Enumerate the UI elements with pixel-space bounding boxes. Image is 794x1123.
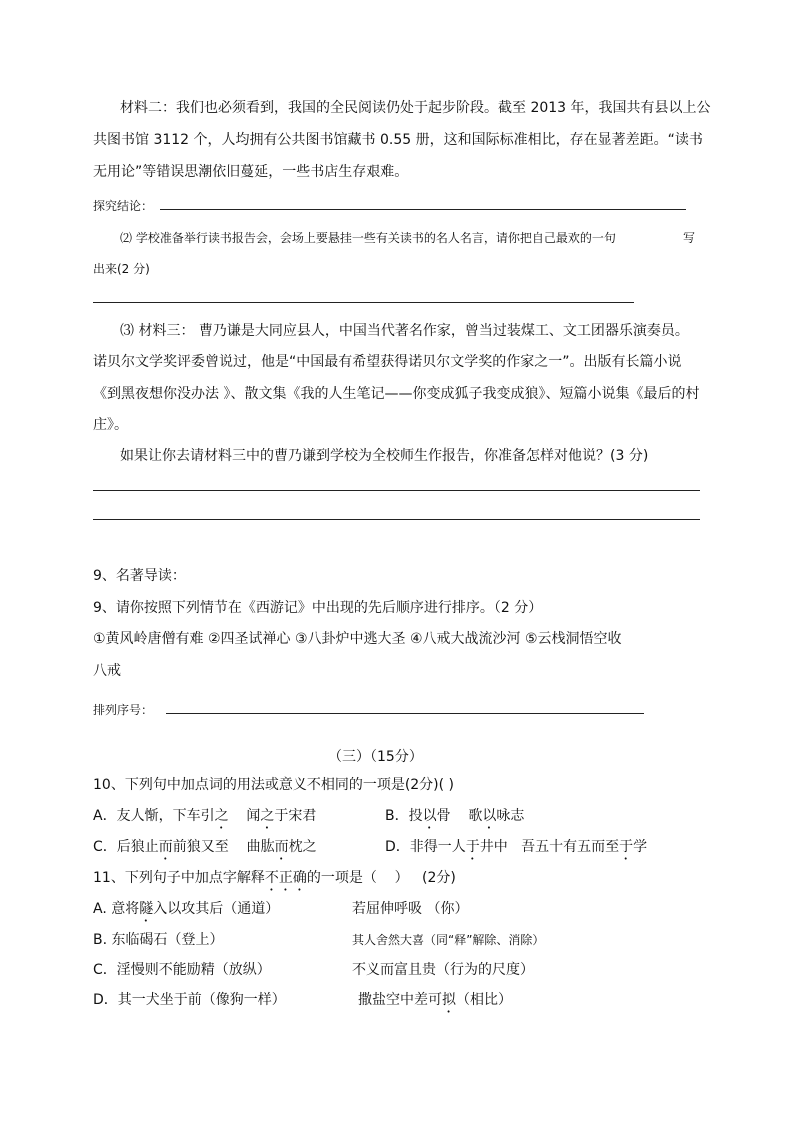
q10-a-label: A．友人惭，下车引	[93, 808, 215, 824]
material2-line-3: 无用论”等错误思潮依旧蔓延，一些书店生存艰难。	[93, 164, 409, 180]
q11-option-c-left: C．淫慢则不能励精（放纵）	[93, 962, 271, 978]
q11-question-dotted: 不正确	[264, 870, 307, 886]
q10-question: 10、下列句中加点词的用法或意义不相同的一项是(2分)( )	[93, 777, 455, 793]
q10-c-label: C．后狼止	[93, 839, 159, 855]
q11-question-post: 的一项是（ ） (2分)	[306, 870, 456, 886]
q10-d-dotted-2: 于	[619, 839, 634, 855]
q10-option-a	[93, 807, 316, 832]
q10-d-tail: 学	[633, 839, 648, 855]
q2-answer-line[interactable]	[93, 302, 634, 303]
q10-option-b	[385, 807, 524, 832]
q9-options-line-1: ①黄风岭唐僧有难 ②四圣试禅心 ③八卦炉中逃大圣 ④八戒大战流沙河 ⑤云栈洞悟空收	[93, 631, 622, 647]
q10-b-mid: 骨 歌	[436, 808, 483, 824]
material2-line-2: 共图书馆 3112 个，人均拥有公共图书馆藏书 0.55 册，这和国际标准相比，存在显著差距。“读书	[93, 132, 703, 148]
q2-line-2: 出来(2 分)	[93, 262, 150, 276]
q11-option-d-left: D．其一犬坐于前（像狗一样）	[93, 992, 286, 1008]
q10-b-tail: 咏志	[496, 808, 525, 824]
q10-c-mid: 前狼又至 曲肱	[172, 839, 275, 855]
material2-line-1: 材料二：我们也必须看到，我国的全民阅读仍处于起步阶段。截至 2013 年，我国共有县以上公	[120, 100, 711, 116]
q3-line-1: ⑶ 材料三： 曹乃谦是大同应县人，中国当代著名作家，曾当过装煤工、文工团器乐演奏员。	[120, 323, 689, 339]
q10-a-mid: 闻	[228, 808, 261, 824]
order-label: 排列序号：	[93, 703, 154, 717]
q11-option-a-left	[93, 900, 279, 925]
q2-line-1: ⑵ 学校准备举行读书报告会，会场上要悬挂一些有关读书的名人名言，请你把自己最欢的一句	[120, 231, 616, 245]
q10-option-d	[385, 838, 647, 863]
q9-heading: 9、名著导读：	[93, 568, 186, 584]
section-3-title: （三）（15分）	[328, 749, 423, 765]
q11-option-b-left: B. 东临碣石（登上）	[93, 932, 224, 948]
q11-d-right-dotted: 拟	[442, 992, 456, 1008]
q11-option-a-right: 若屈伸呼吸 （你）	[352, 901, 469, 917]
q10-a-dotted-1: 之	[214, 808, 229, 824]
q3-answer-line-2[interactable]	[93, 519, 700, 520]
q10-d-dotted-1: 于	[465, 839, 480, 855]
q3-prompt: 如果让你去请材料三中的曹乃谦到学校为全校师生作报告，你准备怎样对他说？(3 分)	[120, 448, 649, 464]
q10-c-tail: 枕之	[288, 839, 317, 855]
q10-a-tail: 于宋君	[274, 808, 317, 824]
conclusion-label: 探究结论：	[93, 199, 154, 213]
q11-d-right-tail: （相比）	[456, 992, 512, 1008]
conclusion-answer-line[interactable]	[160, 209, 686, 210]
q11-d-right-pre: 撒盐空中差可	[358, 992, 442, 1008]
q11-option-b-right: 其人舍然大喜（同“释”解除、消除）	[352, 933, 545, 947]
order-answer-line[interactable]	[166, 713, 644, 714]
q9-options-line-2: 八戒	[93, 663, 121, 679]
q10-d-mid: 井中 吾五十有五而至	[479, 839, 620, 855]
q3-answer-line-1[interactable]	[93, 490, 700, 491]
q11-a-left-label: A. 意将	[93, 901, 140, 917]
q10-option-c	[93, 838, 317, 863]
q10-b-dotted-2: 以	[482, 808, 497, 824]
q9-question: 9、请你按照下列情节在《西游记》中出现的先后顺序进行排序。（2 分）	[93, 600, 543, 616]
q10-a-dotted-2: 之	[260, 808, 275, 824]
q10-c-dotted-2: 而	[274, 839, 289, 855]
q10-d-label: D．非得一人	[385, 839, 466, 855]
q11-option-d-right	[358, 991, 512, 1016]
q2-line-1-tail: 写	[683, 231, 696, 245]
q11-question	[93, 869, 456, 894]
q3-line-3: 《到黑夜想你没办法 》、散文集《我的人生笔记——你变成狐子我变成狼》、短篇小说集《最后的村	[93, 386, 700, 402]
q3-line-2: 诺贝尔文学奖评委曾说过，他是“中国最有希望获得诺贝尔文学奖的作家之一”。出版有长篇小说	[93, 354, 682, 370]
q11-a-left-dotted: 隧	[139, 901, 154, 917]
q10-b-label: B．投	[385, 808, 423, 824]
q11-option-c-right: 不义而富且贵（行为的尺度）	[352, 962, 534, 978]
q10-b-dotted-1: 以	[422, 808, 437, 824]
q10-c-dotted-1: 而	[158, 839, 173, 855]
q11-question-pre: 11、下列句子中加点字解释	[93, 870, 265, 886]
q3-line-4: 庄》。	[93, 417, 128, 433]
q11-a-left-tail: 入以攻其后（通道）	[153, 901, 280, 917]
